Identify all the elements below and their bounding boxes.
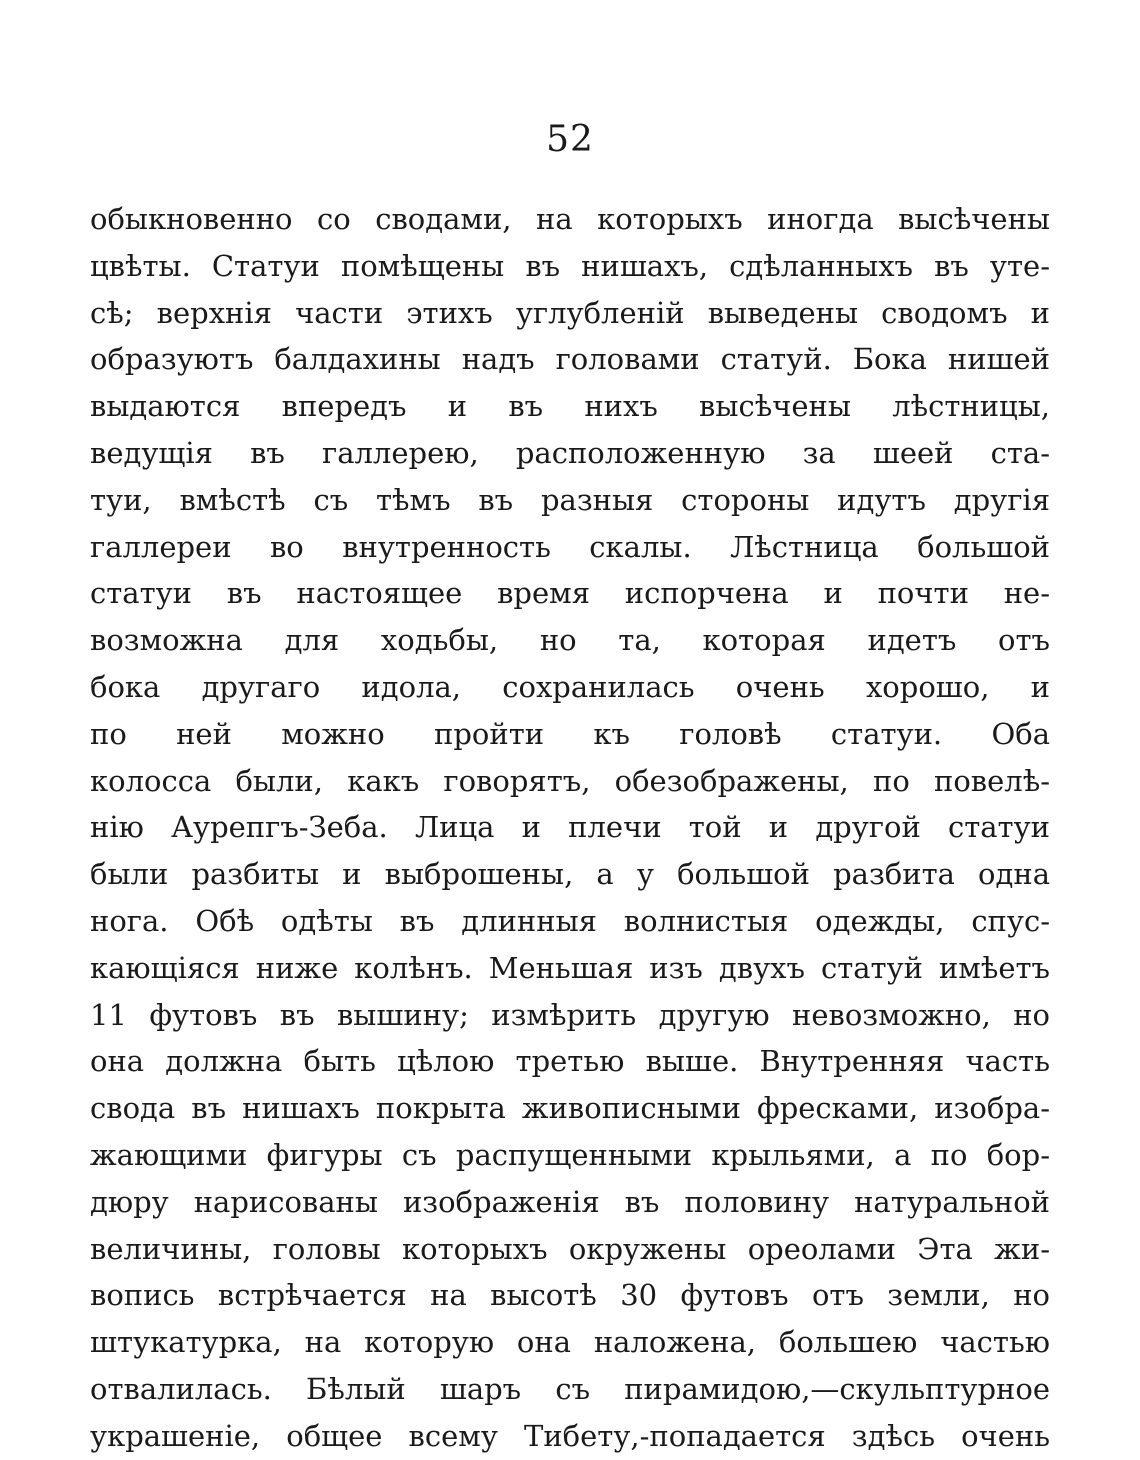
text-line: были разбиты и выброшены, а у большой разбита одна bbox=[90, 857, 1050, 892]
page-number: 52 bbox=[546, 119, 594, 160]
text-line: отвалилась. Бѣлый шаръ съ пирамидою,—скульптурное bbox=[90, 1371, 1050, 1406]
text-line: статуи въ настоящее время испорчена и почти не- bbox=[90, 576, 1050, 611]
text-line: величины, головы которыхъ окружены ореолами Эта жи- bbox=[90, 1231, 1050, 1266]
text-line: цвѣты. Статуи помѣщены въ нишахъ, сдѣланныхъ въ уте- bbox=[90, 248, 1050, 283]
text-line: нога. Обѣ одѣты въ длинныя волнистыя одежды, спус- bbox=[90, 903, 1050, 938]
text-line: выдаются впередъ и въ нихъ высѣчены лѣстницы, bbox=[90, 389, 1050, 424]
text-line: дюру нарисованы изображенія въ половину натуральной bbox=[90, 1184, 1050, 1219]
text-line: она должна быть цѣлою третью выше. Внутренняя часть bbox=[90, 1044, 1050, 1079]
text-line: колосса были, какъ говорятъ, обезображены, по повелѣ- bbox=[90, 763, 1050, 798]
text-line: нію Аурепгъ-Зеба. Лица и плечи той и другой статуи bbox=[90, 810, 1050, 845]
text-line: по ней можно пройти къ головѣ статуи. Оба bbox=[90, 716, 1050, 751]
text-line: жающими фигуры съ распущенными крыльями, а по бор- bbox=[90, 1137, 1050, 1172]
text-line: 11 футовъ въ вышину; измѣрить другую невозможно, но bbox=[90, 997, 1050, 1032]
text-line: возможна для ходьбы, но та, которая идетъ отъ bbox=[90, 623, 1050, 658]
text-line: сѣ; верхнія части этихъ углубленій выведены сводомъ и bbox=[90, 295, 1050, 330]
text-line: вопись встрѣчается на высотѣ 30 футовъ отъ земли, но bbox=[90, 1278, 1050, 1313]
body-text bbox=[90, 196, 1050, 1460]
text-line: украшеніе, общее всему Тибету,-попадается здѣсь очень bbox=[90, 1418, 1050, 1453]
text-line: обыкновенно со сводами, на которыхъ иногда высѣчены bbox=[90, 202, 1050, 236]
text-line: бока другаго идола, сохранилась очень хорошо, и bbox=[90, 669, 1050, 704]
text-line: свода въ нишахъ покрыта живописными фресками, изобра- bbox=[90, 1091, 1050, 1126]
text-line: галлереи во внутренность скалы. Лѣстница большой bbox=[90, 529, 1050, 564]
text-line: ведущія въ галлерею, расположенную за шеей ста- bbox=[90, 435, 1050, 470]
text-line: кающіяся ниже колѣнъ. Меньшая изъ двухъ статуй имѣетъ bbox=[90, 950, 1050, 985]
text-line: штукатурка, на которую она наложена, большею частью bbox=[90, 1325, 1050, 1360]
text-line: туи, вмѣстѣ съ тѣмъ въ разныя стороны идутъ другія bbox=[90, 482, 1050, 517]
text-line: образуютъ балдахины надъ головами статуй. Бока нишей bbox=[90, 342, 1050, 377]
